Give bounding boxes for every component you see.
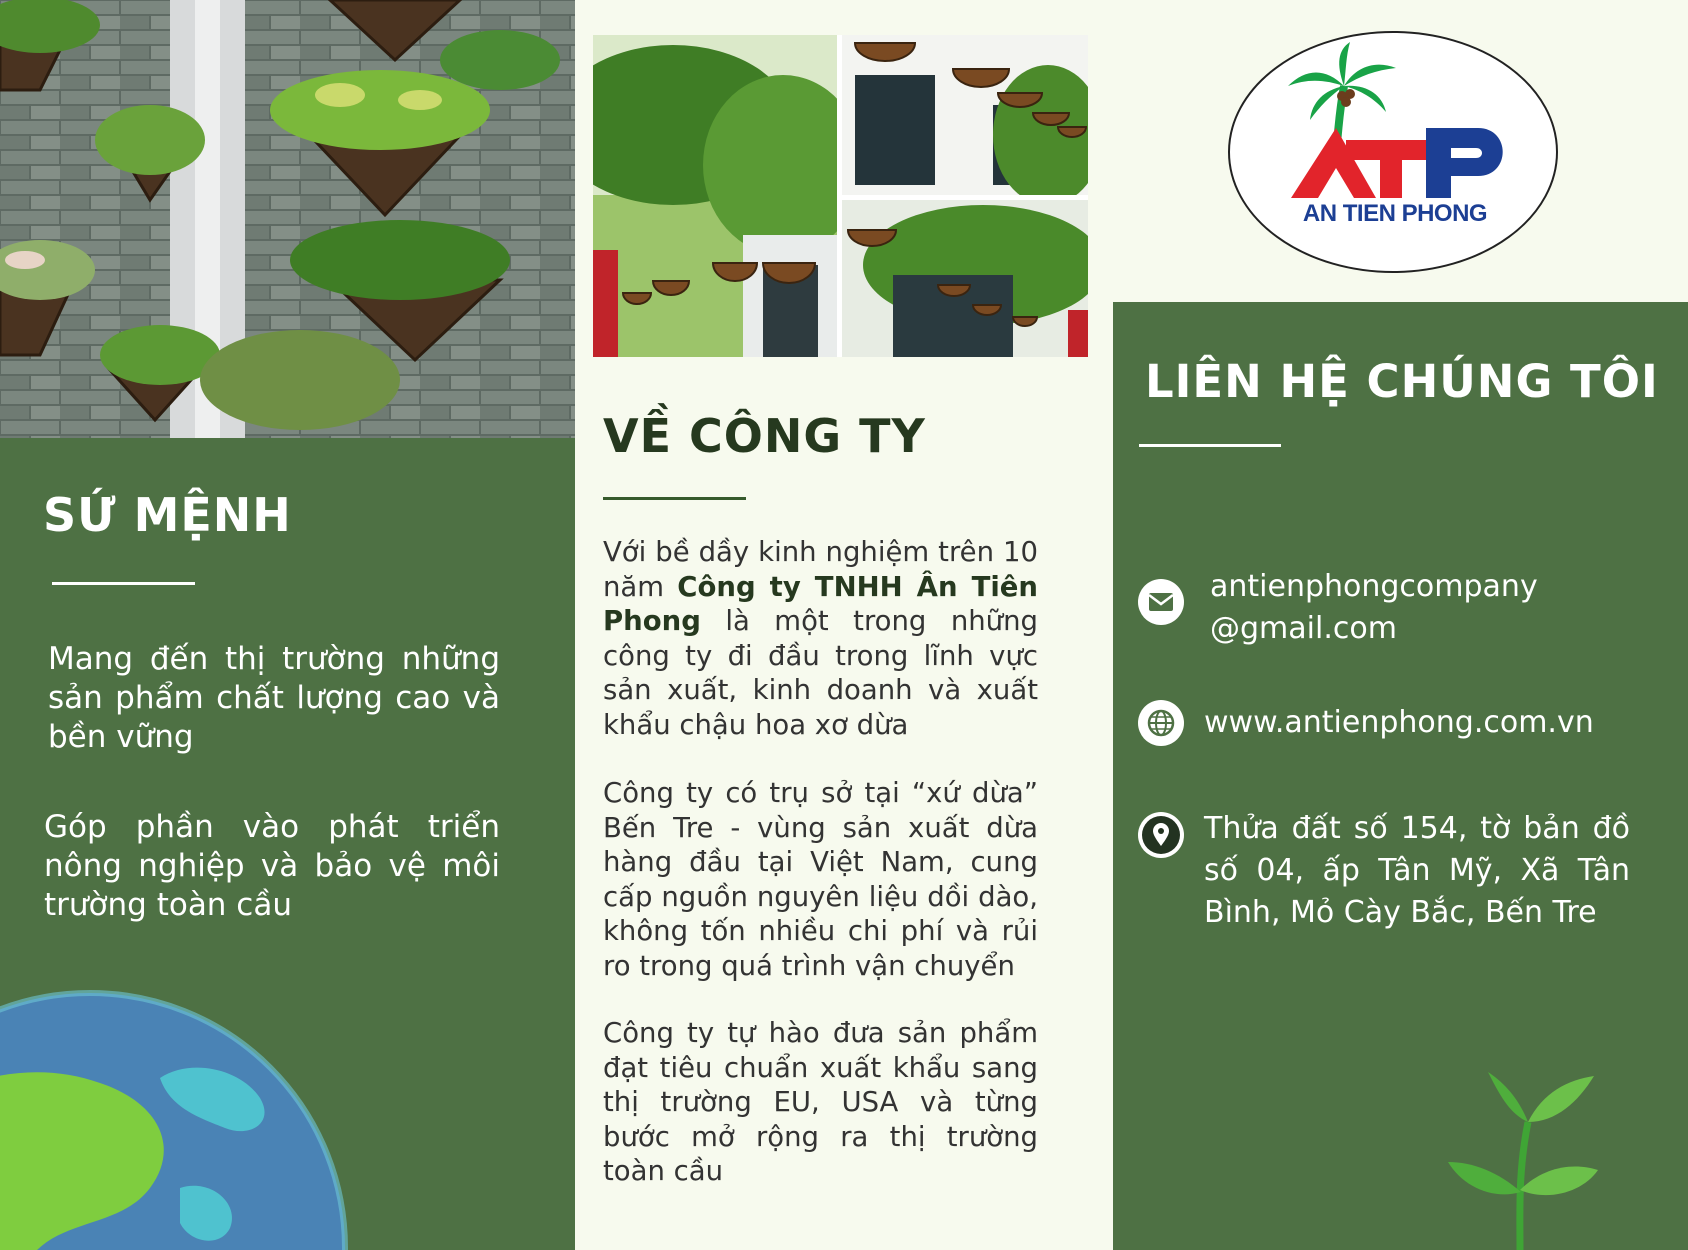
atp-logo: [1226, 28, 1560, 281]
contact-panel: [1113, 302, 1688, 1250]
mission-title-underline: [52, 582, 195, 585]
about-title-underline: [603, 497, 746, 500]
about-paragraph-2: Công ty có trụ sở tại “xứ dừa” Bến Tre - vùng sản xuất dừa hàng đầu tại Việt Nam, cung cấp nguồn nguyên liệu dồi dào, không tốn nhiều chi phí và rủi ro trong quá trình vận chuyển: [603, 777, 1038, 982]
wall-planter-photo: [0, 0, 575, 438]
email-line-1: antienphongcompany: [1210, 569, 1538, 604]
about-title: VỀ CÔNG TY: [603, 409, 926, 463]
about-paragraph-3: Công ty tự hào đưa sản phẩm đạt tiêu chuẩn xuất khẩu sang thị trường EU, USA và từng bước mở rộng ra thị trường toàn cầu: [603, 1017, 1038, 1187]
website-link[interactable]: www.antienphong.com.vn: [1204, 705, 1594, 740]
logo-company-name: AN TIEN PHONG: [1302, 200, 1488, 227]
earth-globe-illustration: [0, 988, 350, 1250]
location-pin-icon: [1138, 812, 1184, 858]
globe-icon: [1138, 700, 1184, 746]
about-paragraph-1: [603, 535, 1038, 742]
contact-title: LIÊN HỆ CHÚNG TÔI: [1145, 355, 1659, 408]
email-link[interactable]: [1210, 566, 1538, 650]
mission-panel: [0, 0, 575, 1250]
about-p1-text-end: là một trong những công ty đi đầu trong lĩnh vực sản xuất, kinh doanh và xuất khẩu chậu hoa xơ dừa: [603, 605, 1038, 741]
mission-title: SỨ MỆNH: [43, 488, 292, 542]
about-panel: [575, 0, 1113, 1250]
mission-paragraph-1: Mang đến thị trường những sản phẩm chất lượng cao và bền vững: [48, 641, 500, 755]
sprout-illustration: [1448, 1062, 1598, 1250]
address-text: Thửa đất số 154, tờ bản đồ số 04, ấp Tân Mỹ, Xã Tân Bình, Mỏ Cày Bắc, Bến Tre: [1204, 811, 1630, 930]
company-name-bold: Công ty TNHH Ân Tiên Phong: [603, 570, 1038, 637]
logo-area: [1113, 0, 1688, 302]
hanging-baskets-photo-collage: [593, 35, 1088, 357]
email-line-2: @gmail.com: [1210, 611, 1397, 646]
about-p1-text-start: Với bề dầy kinh nghiệm trên 10 năm: [603, 536, 1038, 603]
contact-title-underline: [1139, 444, 1281, 447]
mission-paragraph-2: Góp phần vào phát triển nông nghiệp và bảo vệ môi trường toàn cầu: [44, 809, 500, 923]
mail-icon: [1138, 579, 1184, 625]
